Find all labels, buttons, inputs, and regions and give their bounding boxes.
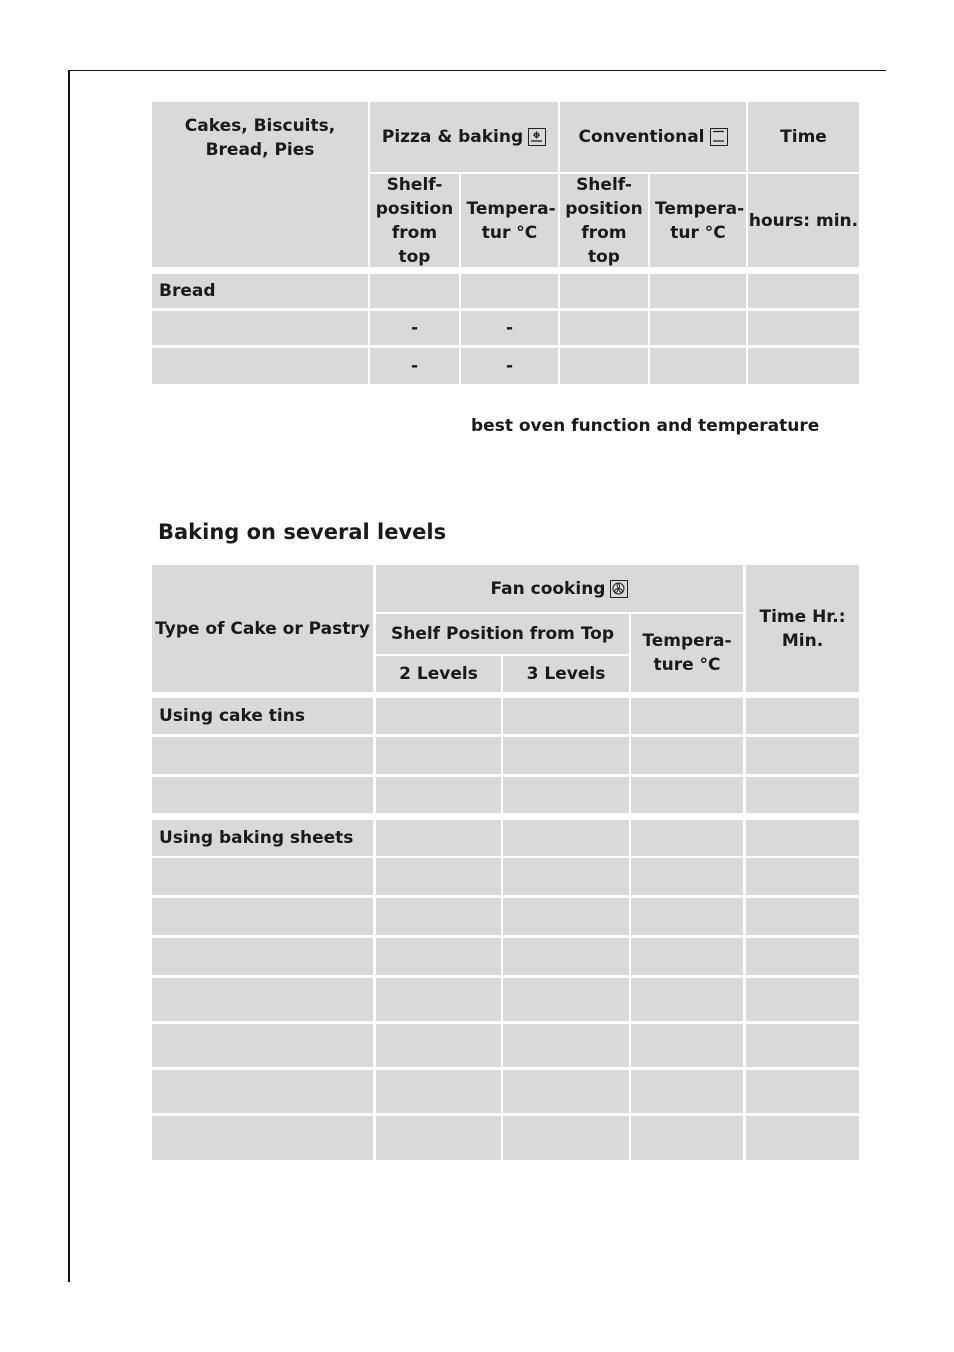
row-label-cell: Using baking sheets bbox=[152, 820, 373, 856]
table-cell bbox=[650, 274, 746, 308]
table-cell bbox=[631, 1024, 743, 1067]
header-time: Time bbox=[748, 102, 859, 172]
table-cell bbox=[503, 938, 629, 975]
row-label-cell: Using cake tins bbox=[152, 698, 373, 734]
table-cell bbox=[746, 698, 859, 734]
table-cell bbox=[631, 820, 743, 856]
table-cell bbox=[461, 274, 558, 308]
table-cell bbox=[631, 1070, 743, 1113]
table-cell: - bbox=[461, 348, 558, 384]
table-cell bbox=[650, 348, 746, 384]
header-category: Cakes, Biscuits, Bread, Pies bbox=[152, 102, 368, 267]
table-cell bbox=[503, 1116, 629, 1160]
table-cell bbox=[503, 1070, 629, 1113]
table-cell bbox=[376, 1116, 501, 1160]
table-cell bbox=[560, 274, 648, 308]
row-label-cell bbox=[152, 1116, 373, 1160]
table-cell bbox=[376, 1024, 501, 1067]
table-cell bbox=[748, 348, 859, 384]
row-label-cell bbox=[152, 898, 373, 935]
header-time-unit: hours: min. bbox=[748, 174, 859, 267]
table-cell bbox=[503, 777, 629, 813]
margin-vertical-rule bbox=[68, 70, 70, 1282]
row-label-cell bbox=[152, 1070, 373, 1113]
table-cell bbox=[631, 898, 743, 935]
table-cell: - bbox=[370, 311, 459, 345]
table-cell bbox=[503, 820, 629, 856]
table-cell bbox=[376, 737, 501, 774]
header-fan-cooking: Fan cooking bbox=[376, 565, 743, 612]
table-cell bbox=[376, 1070, 501, 1113]
row-label-cell bbox=[152, 978, 373, 1021]
table-cell bbox=[503, 737, 629, 774]
table-cell bbox=[631, 938, 743, 975]
table-cell bbox=[746, 1116, 859, 1160]
table-cell bbox=[560, 348, 648, 384]
header-3-levels: 3 Levels bbox=[503, 656, 629, 692]
table-cell bbox=[631, 698, 743, 734]
header-pizza-baking: Pizza & baking bbox=[370, 102, 558, 172]
conventional-icon bbox=[710, 128, 728, 146]
table-cell bbox=[746, 978, 859, 1021]
row-label-cell bbox=[152, 858, 373, 895]
table-cell bbox=[631, 777, 743, 813]
row-label-cell bbox=[152, 1024, 373, 1067]
table-cell bbox=[503, 898, 629, 935]
table-cell bbox=[746, 820, 859, 856]
header-temp-conventional: Tempera-tur °C bbox=[650, 174, 746, 267]
table-cell bbox=[503, 858, 629, 895]
table-cell bbox=[376, 898, 501, 935]
table-cell bbox=[631, 737, 743, 774]
table-cell bbox=[746, 1024, 859, 1067]
fan-icon bbox=[610, 580, 628, 598]
header-shelf-conventional: Shelf-position from top bbox=[560, 174, 648, 267]
table-cell bbox=[560, 311, 648, 345]
table-cell bbox=[370, 274, 459, 308]
note-text: best oven function and temperature bbox=[471, 416, 820, 436]
table-cell: - bbox=[370, 348, 459, 384]
pizza-baking-icon bbox=[528, 128, 546, 146]
table-cell bbox=[503, 698, 629, 734]
table-cell bbox=[746, 1070, 859, 1113]
table-cell bbox=[376, 858, 501, 895]
header-temperature: Tempera-ture °C bbox=[631, 614, 743, 692]
table-cell bbox=[376, 820, 501, 856]
table-cell bbox=[746, 898, 859, 935]
table-cell: - bbox=[461, 311, 558, 345]
table-cell bbox=[746, 858, 859, 895]
header-shelf-position: Shelf Position from Top bbox=[376, 614, 629, 654]
row-label-cell bbox=[152, 311, 368, 345]
table-cell bbox=[748, 274, 859, 308]
row-label-cell: Bread bbox=[152, 274, 368, 308]
table-cell bbox=[376, 938, 501, 975]
table-cell bbox=[746, 737, 859, 774]
table-cell bbox=[376, 698, 501, 734]
table-cell bbox=[376, 978, 501, 1021]
table-cell bbox=[631, 1116, 743, 1160]
row-label-cell bbox=[152, 737, 373, 774]
row-label-cell bbox=[152, 348, 368, 384]
header-temp-pizza: Tempera-tur °C bbox=[461, 174, 558, 267]
table-cell bbox=[376, 777, 501, 813]
table-cell bbox=[748, 311, 859, 345]
row-label-cell bbox=[152, 938, 373, 975]
table-cell bbox=[746, 777, 859, 813]
header-conventional: Conventional bbox=[560, 102, 746, 172]
header-type: Type of Cake or Pastry bbox=[152, 565, 373, 692]
table-cell bbox=[746, 938, 859, 975]
section-title: Baking on several levels bbox=[158, 520, 447, 544]
table-cell bbox=[650, 311, 746, 345]
table-cell bbox=[503, 978, 629, 1021]
margin-horizontal-rule bbox=[68, 70, 886, 71]
header-shelf-pizza: Shelf-position from top bbox=[370, 174, 459, 267]
header-2-levels: 2 Levels bbox=[376, 656, 501, 692]
header-time: Time Hr.: Min. bbox=[746, 565, 859, 692]
table-cell bbox=[503, 1024, 629, 1067]
row-label-cell bbox=[152, 777, 373, 813]
table-cell bbox=[631, 858, 743, 895]
table-cell bbox=[631, 978, 743, 1021]
